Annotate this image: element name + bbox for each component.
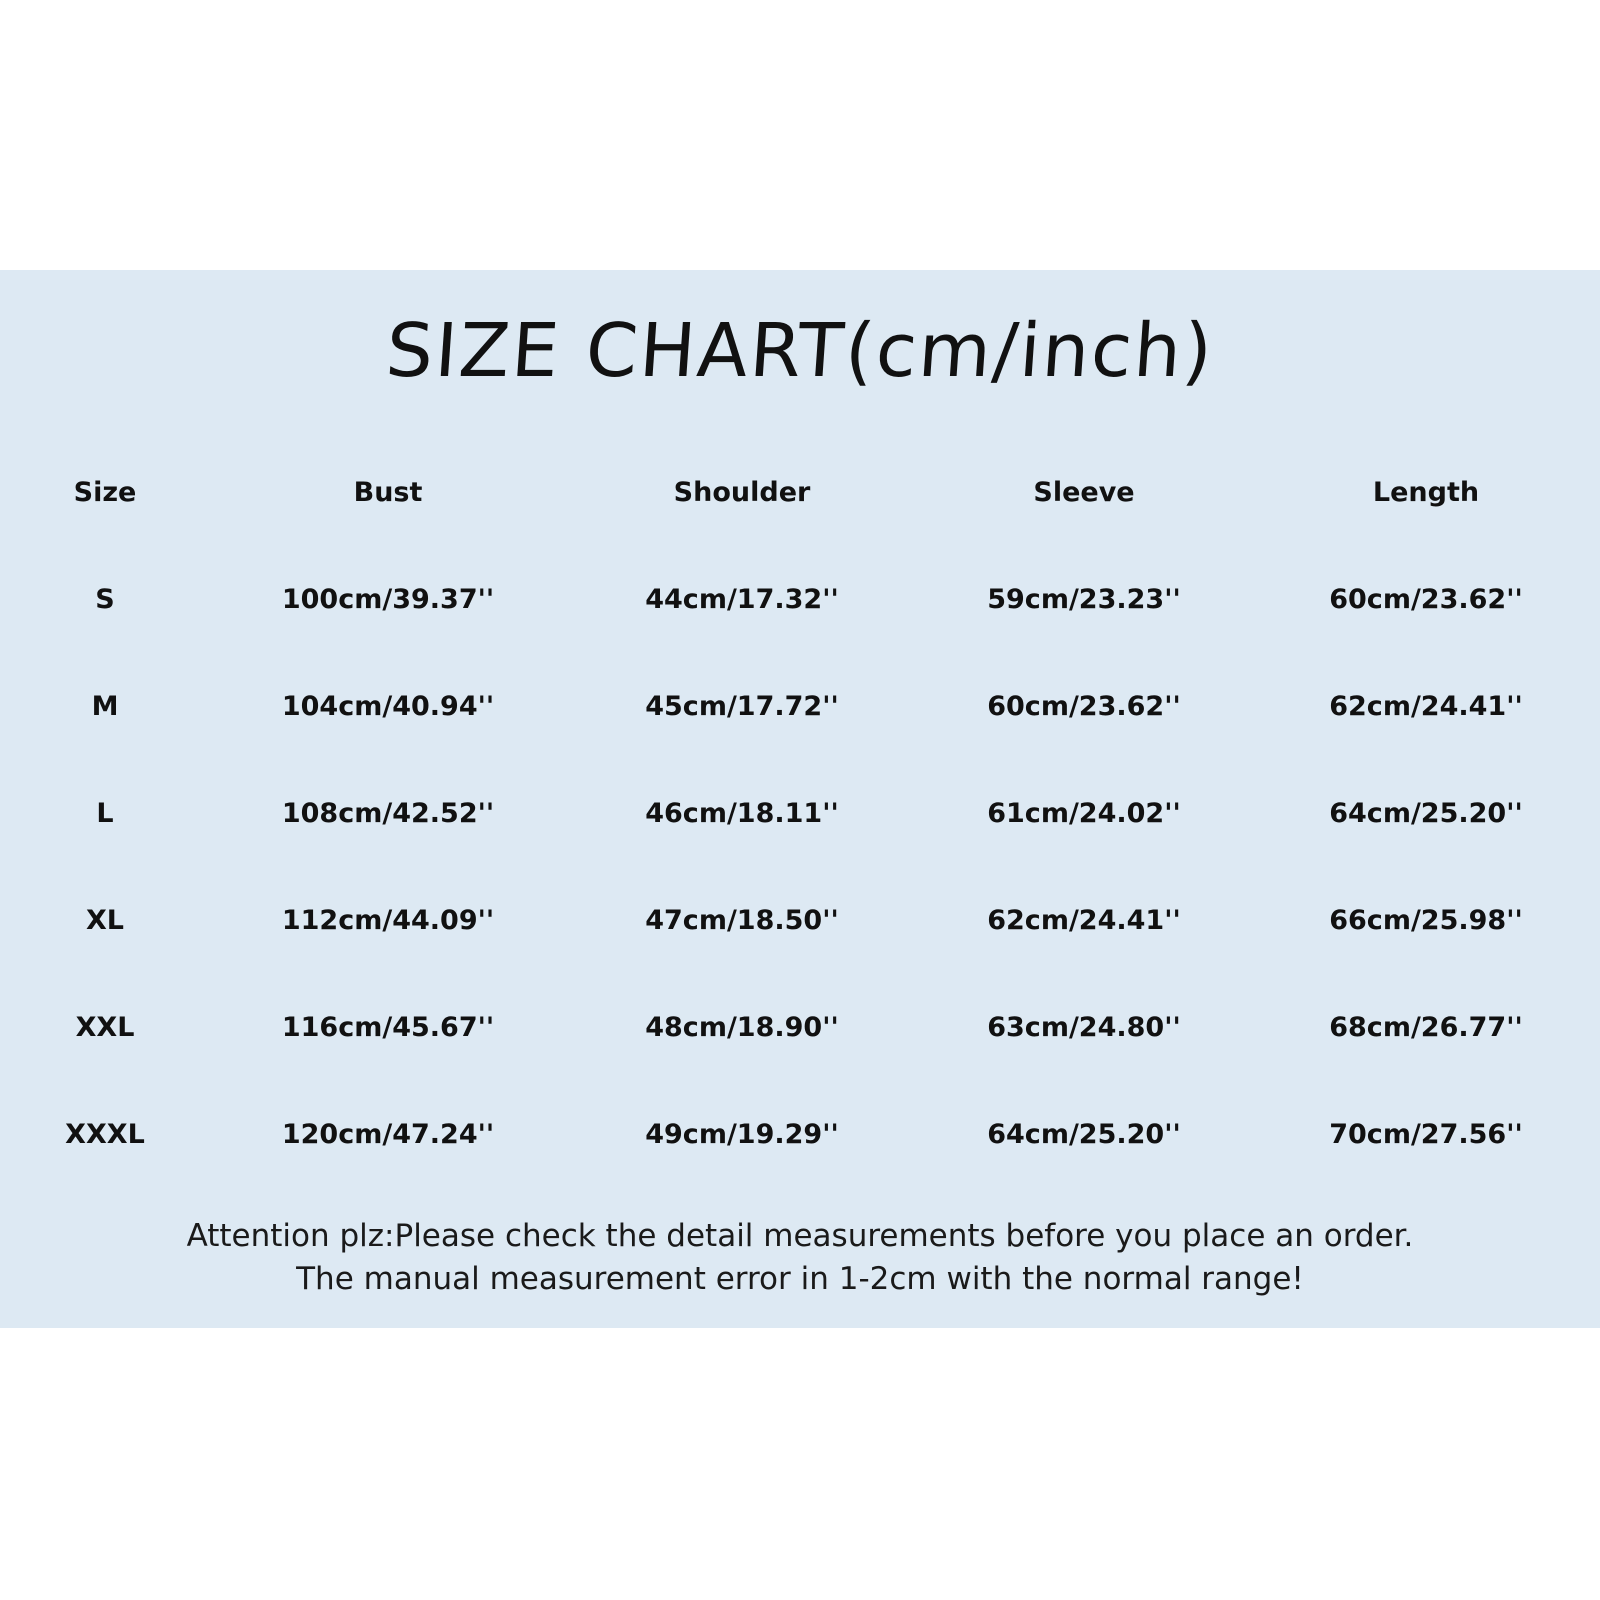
table-row — [0, 891, 1600, 951]
bust-cell: 100cm/39.37'' — [281, 584, 495, 615]
shoulder-cell: 47cm/18.50'' — [645, 905, 839, 936]
header-length: Length — [1372, 477, 1480, 508]
length-cell: 62cm/24.41'' — [1329, 691, 1523, 722]
measurement-error-note: The manual measurement error in 1-2cm with the normal range! — [296, 1261, 1304, 1297]
header-sleeve: Sleeve — [1033, 477, 1135, 508]
sleeve-cell: 59cm/23.23'' — [987, 584, 1181, 615]
size-cell: S — [95, 584, 115, 615]
table-row — [0, 1105, 1600, 1165]
attention-note: Attention plz:Please check the detail measurements before you place an order. — [186, 1218, 1414, 1254]
sleeve-cell: 64cm/25.20'' — [987, 1119, 1181, 1150]
length-cell: 64cm/25.20'' — [1329, 798, 1523, 829]
shoulder-cell: 45cm/17.72'' — [645, 691, 839, 722]
bust-cell: 108cm/42.52'' — [281, 798, 495, 829]
shoulder-cell: 46cm/18.11'' — [645, 798, 839, 829]
table-header-row — [0, 463, 1600, 523]
shoulder-cell: 48cm/18.90'' — [645, 1012, 839, 1043]
sleeve-cell: 61cm/24.02'' — [987, 798, 1181, 829]
table-row — [0, 784, 1600, 844]
bust-cell: 116cm/45.67'' — [281, 1012, 495, 1043]
length-cell: 60cm/23.62'' — [1329, 584, 1523, 615]
table-row — [0, 998, 1600, 1058]
length-cell: 70cm/27.56'' — [1329, 1119, 1523, 1150]
bust-cell: 120cm/47.24'' — [281, 1119, 495, 1150]
bust-cell: 112cm/44.09'' — [281, 905, 495, 936]
header-size: Size — [73, 477, 137, 508]
table-row — [0, 570, 1600, 630]
length-cell: 66cm/25.98'' — [1329, 905, 1523, 936]
sleeve-cell: 62cm/24.41'' — [987, 905, 1181, 936]
bust-cell: 104cm/40.94'' — [281, 691, 495, 722]
page-title: SIZE CHART(cm/inch) — [383, 308, 1217, 394]
header-bust: Bust — [353, 477, 423, 508]
size-cell: L — [96, 798, 114, 829]
size-cell: M — [91, 691, 119, 722]
size-cell: XXL — [75, 1012, 135, 1043]
shoulder-cell: 49cm/19.29'' — [645, 1119, 839, 1150]
size-cell: XXXL — [65, 1119, 145, 1150]
sleeve-cell: 60cm/23.62'' — [987, 691, 1181, 722]
shoulder-cell: 44cm/17.32'' — [645, 584, 839, 615]
size-cell: XL — [85, 905, 125, 936]
table-row — [0, 677, 1600, 737]
header-shoulder: Shoulder — [673, 477, 811, 508]
size-chart-panel — [0, 270, 1600, 1328]
length-cell: 68cm/26.77'' — [1329, 1012, 1523, 1043]
sleeve-cell: 63cm/24.80'' — [987, 1012, 1181, 1043]
